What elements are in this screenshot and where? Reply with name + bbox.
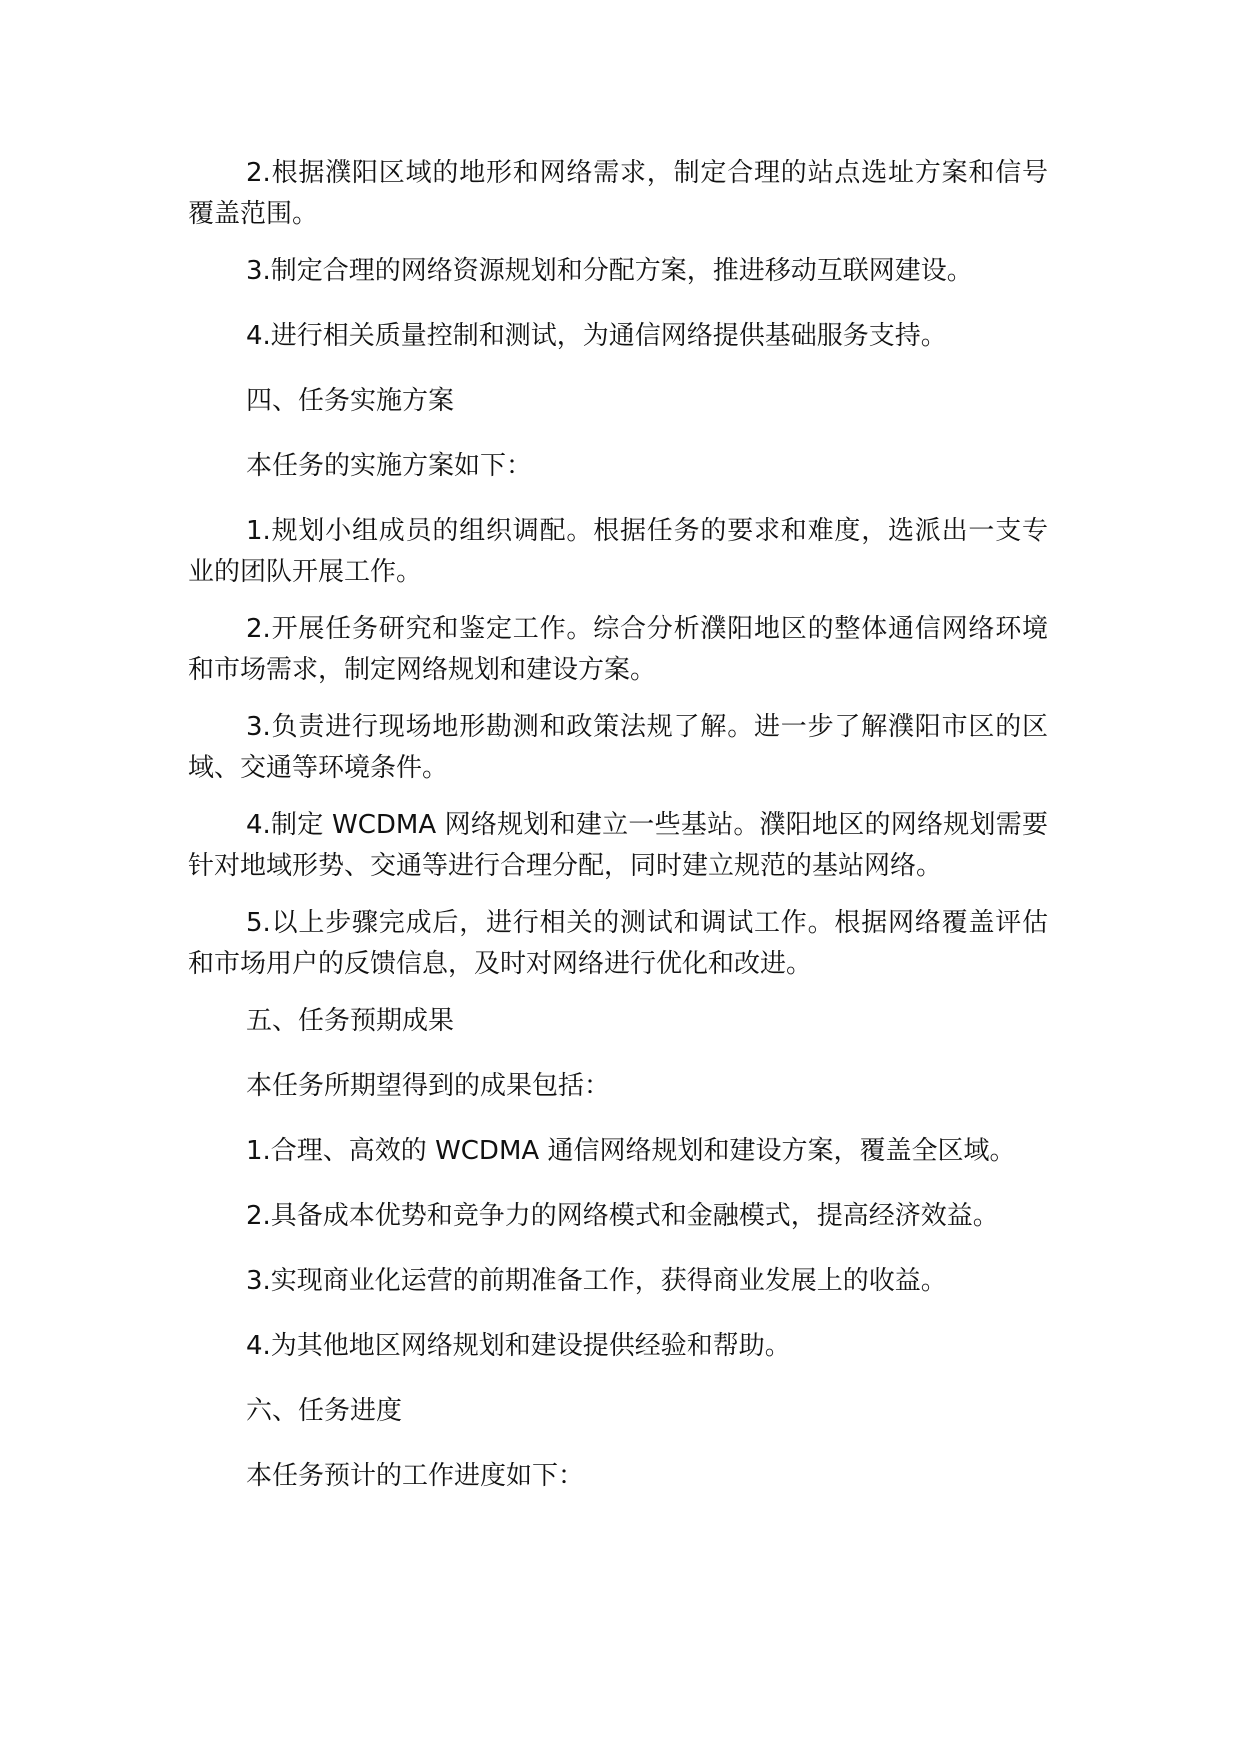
section-heading: 五、任务预期成果 [246, 1006, 455, 1036]
document-body [188, 153, 1048, 1521]
paragraph: 本任务所期望得到的成果包括： [246, 1071, 611, 1101]
section-heading: 四、任务实施方案 [246, 386, 455, 416]
paragraph: 1.规划小组成员的组织调配。根据任务的要求和难度，选派出一支专业的团队开展工作。 [188, 516, 1048, 587]
paragraph: 3.实现商业化运营的前期准备工作，获得商业发展上的收益。 [246, 1266, 947, 1296]
paragraph: 4.为其他地区网络规划和建设提供经验和帮助。 [246, 1331, 791, 1361]
paragraph: 2.具备成本优势和竞争力的网络模式和金融模式，提高经济效益。 [246, 1201, 999, 1231]
paragraph: 4.进行相关质量控制和测试，为通信网络提供基础服务支持。 [246, 321, 947, 351]
paragraph: 本任务的实施方案如下： [246, 451, 533, 481]
paragraph: 4.制定 WCDMA 网络规划和建立一些基站。濮阳地区的网络规划需要针对地域形势、交通等进行合理分配，同时建立规范的基站网络。 [188, 810, 1048, 881]
paragraph: 3.负责进行现场地形勘测和政策法规了解。进一步了解濮阳市区的区域、交通等环境条件。 [188, 712, 1048, 783]
paragraph: 2.开展任务研究和鉴定工作。综合分析濮阳地区的整体通信网络环境和市场需求，制定网络规划和建设方案。 [188, 614, 1048, 685]
paragraph: 2.根据濮阳区域的地形和网络需求，制定合理的站点选址方案和信号覆盖范围。 [188, 158, 1048, 229]
paragraph: 1.合理、高效的 WCDMA 通信网络规划和建设方案，覆盖全区域。 [246, 1136, 1016, 1166]
paragraph: 3.制定合理的网络资源规划和分配方案，推进移动互联网建设。 [246, 256, 973, 286]
section-heading: 六、任务进度 [246, 1396, 403, 1426]
paragraph: 5.以上步骤完成后，进行相关的测试和调试工作。根据网络覆盖评估和市场用户的反馈信息，及时对网络进行优化和改进。 [188, 908, 1048, 979]
paragraph: 本任务预计的工作进度如下： [246, 1461, 585, 1491]
